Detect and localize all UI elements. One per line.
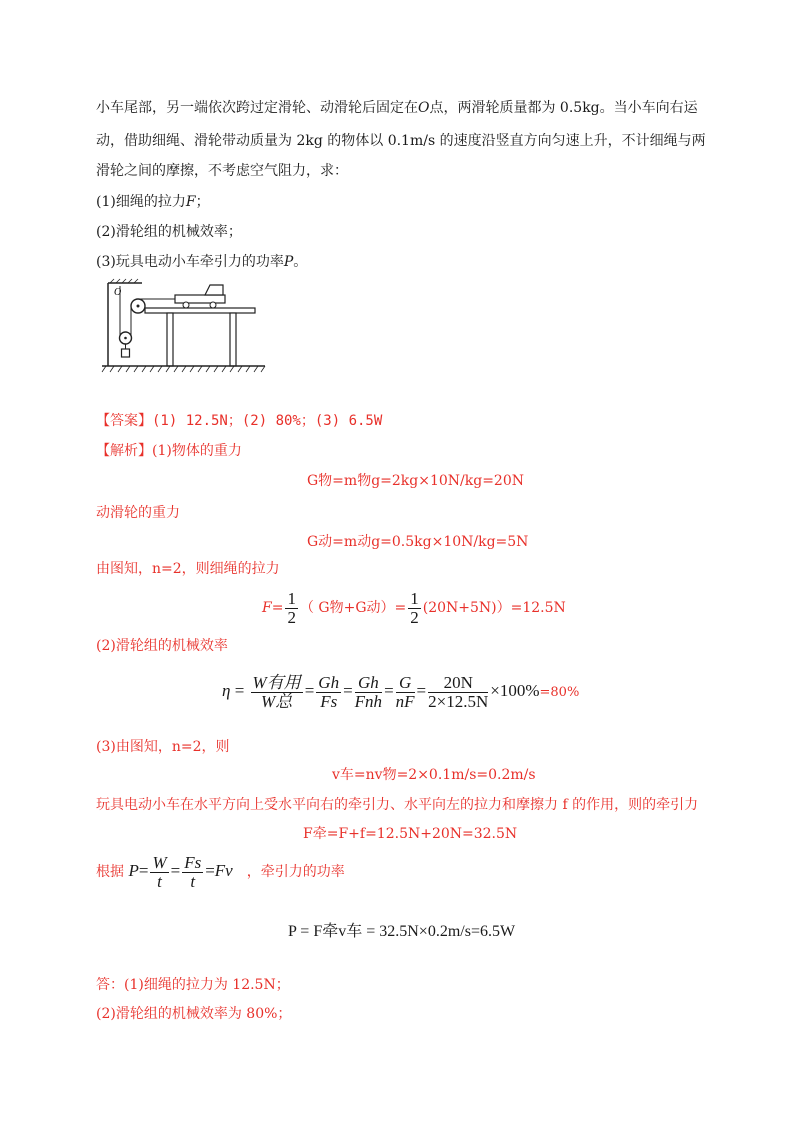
answer-line [96, 411, 382, 431]
ground-hatch [102, 366, 265, 372]
analysis-step-4: (2)滑轮组的机械效率 [96, 638, 228, 654]
question-line-1: 小车尾部，另一端依次跨过定滑轮、动滑轮后固定在O点，两滑轮质量都为 0.5kg。当小车向右运 [96, 100, 698, 116]
formula-car-speed: v车=nv物=2×0.1m/s=0.2m/s [332, 767, 536, 783]
formula-power: P = F牵v车 = 32.5N×0.2m/s=6.5W [288, 923, 516, 940]
formula-gravity-object: G物=m物g=2kg×10N/kg=20N [307, 473, 524, 489]
analysis-step-3: 由图知，n=2，则细绳的拉力 [96, 561, 280, 577]
point-o-label: O [114, 287, 122, 298]
formula-tension: F= $\frac{1}{2}$ （ G物+G动）= $\frac{1}{2}$ (20N+5N)）=12.5N [262, 588, 566, 627]
answer-label: 【答案】 [96, 413, 152, 429]
weight-block [122, 349, 130, 357]
analysis-step-2: 动滑轮的重力 [96, 505, 180, 521]
question-item-1: (1)细绳的拉力F； [96, 194, 210, 210]
pulley-diagram [100, 278, 270, 380]
analysis-step-6: 玩具电动小车在水平方向上受水平向右的牵引力、水平向左的拉力和摩擦力 f 的作用，则的牵引力 [96, 797, 699, 813]
analysis-step-1: 【解析】(1)物体的重力 [96, 443, 242, 459]
formula-efficiency: η = $\frac{\text{W有用}}{\text{W总}}$ = $\frac{Gh}{Fs}$ = $\frac{Gh}{\text{Fnh}}$ = $\frac{G}{nF}$ = $\frac{20N}{2\times 12.5N}$ ×100%=80% [222, 672, 580, 711]
table-leg-right [230, 313, 236, 366]
question-item-3: (3)玩具电动小车牵引力的功率P。 [96, 254, 308, 270]
question-line-3: 滑轮之间的摩擦，不考虑空气阻力，求： [96, 163, 348, 179]
answer-text: (1) 12.5N；(2) 80%；(3) 6.5W [152, 413, 383, 429]
analysis-label: 【解析】 [96, 443, 152, 459]
conclusion-2: (2)滑轮组的机械效率为 80%； [96, 1006, 292, 1022]
question-item-2: (2)滑轮组的机械效率； [96, 224, 242, 240]
conclusion-1: 答：(1)细绳的拉力为 12.5N； [96, 977, 290, 993]
analysis-step-5: (3)由图知，n=2，则 [96, 739, 230, 755]
question-line-2: 动，借助细绳、滑轮带动质量为 2kg 的物体以 0.1m/s 的速度沿竖直方向匀速上升，不计细绳与两 [96, 133, 706, 149]
table-leg-left [167, 313, 173, 366]
formula-traction-force: F牵=F+f=12.5N+20N=32.5N [303, 826, 518, 842]
table-top [145, 308, 255, 313]
formula-gravity-pulley: G动=m动g=0.5kg×10N/kg=5N [307, 534, 529, 550]
formula-power-relation: 根据 P= $\frac{W}{t}$ = $\frac{Fs}{t}$ =Fv ，牵引力的功率 [96, 852, 345, 891]
toy-car [175, 285, 225, 308]
